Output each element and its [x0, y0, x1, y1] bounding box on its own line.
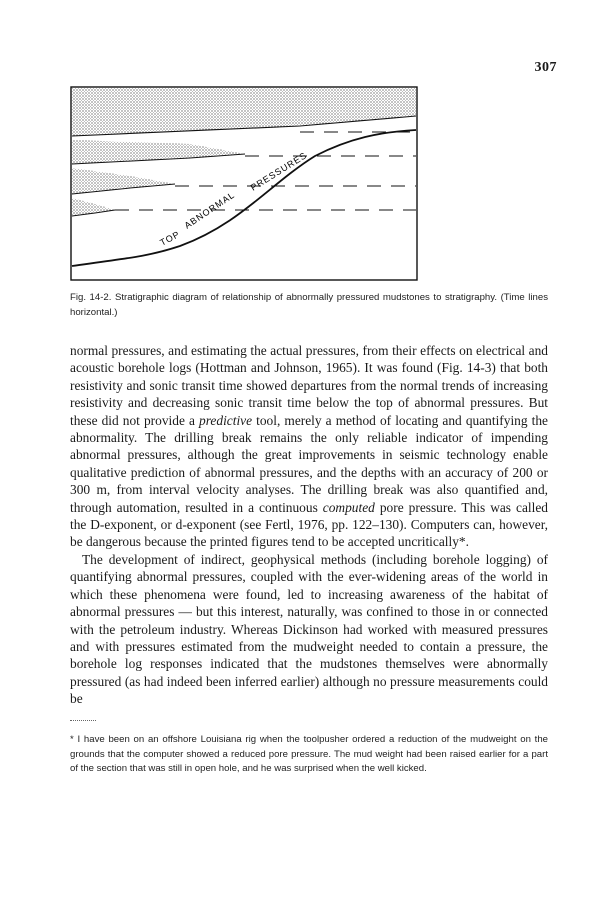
paragraph-1	[70, 342, 548, 551]
figure-caption: Fig. 14-2. Stratigraphic diagram of relationship of abnormally pressured mudstones to stratigraphy. (Time lines horizontal.)	[70, 292, 548, 318]
stratigraphic-diagram	[70, 86, 420, 282]
diagram-svg	[70, 86, 420, 282]
body-text	[70, 342, 548, 708]
sand-wedge-1	[72, 108, 416, 136]
footnote: * I have been on an offshore Louisiana rig when the toolpusher ordered a reduction of the mudweight on the grounds that the computer showed a reduced pore pressure. The mud weight had been raised earlier for a part of the section that was still in open hole, and he was surprised when the well kicked.	[70, 734, 548, 775]
paragraph-1-part-c: pore pressure. This was called the D-exponent, or d-exponent (see Fertl, 1976, pp. 122–130). Computers can, however, be dangerous because the printed figures tend to be accepted uncritically*.	[70, 499, 548, 550]
label-pressures: PRESSURES	[248, 150, 309, 193]
label-abnormal: ABNORMAL	[182, 189, 237, 231]
label-top: TOP	[158, 228, 182, 248]
paragraph-2: The development of indirect, geophysical methods (including borehole logging) of quantifying abnormal pressures, coupled with the ever-widening areas of the world in which these phenomena were found, led to increasing awareness of the habitat of abnormal pressures — but this interest, naturally, was confined to those in or connected with the petroleum industry. Whereas Dickinson had worked with measured pressures and with pressures estimated from the mudweight needed to contain a pressure, the borehole log responses indicated that the mudstones themselves were abnormally pressured (as had indeed been inferred earlier) although no pressure measurements could be	[70, 551, 548, 707]
page-number: 307	[534, 60, 557, 75]
sand-wedge-3	[72, 168, 175, 194]
paragraph-1-part-a: normal pressures, and estimating the actual pressures, from their effects on electrical and acoustic borehole logs (Hottman and Johnson, 1965). It was found (Fig. 14-3) that both resistivity and sonic transit time showed departures from the normal trends of increasing resistivity and decreasing sonic transit time below the top of abnormal pressures. But these did not provide a	[70, 343, 548, 428]
footnote-rule	[70, 720, 96, 721]
paragraph-1-part-b: tool, merely a method of locating and quantifying the abnormality. The drilling break remains the only reliable indicator of impending abnormal pressures, although the great improvements in seismic technology enable qualitative prediction of abnormal pressures, and the depths with an accuracy of 200 or 300 m, from interval velocity analyses. The drilling break was also quantified and, through automation, resulted in a continuous	[70, 412, 549, 515]
sand-wedge-2	[72, 140, 245, 164]
emphasis-computed: computed	[322, 499, 375, 515]
emphasis-predictive: predictive	[199, 412, 253, 428]
